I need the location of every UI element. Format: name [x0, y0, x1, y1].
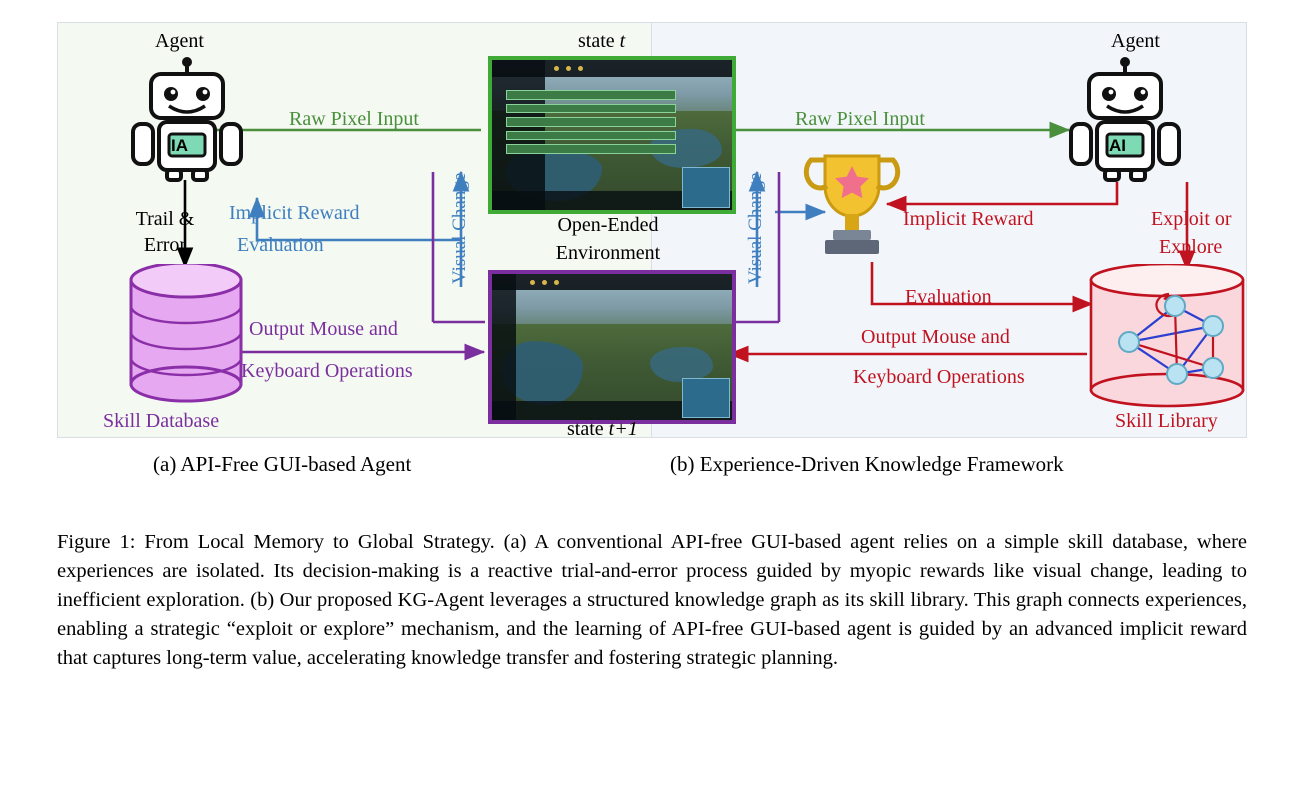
- label-trail-error-line2: Error: [143, 234, 187, 256]
- label-skill-database: Skill Database: [103, 410, 220, 432]
- skill-database-cylinder: [125, 264, 247, 404]
- game-screenshot-state-t: [488, 56, 736, 214]
- agent-robot-right: [1063, 56, 1187, 182]
- label-output-b-line2: Keyboard Operations: [853, 366, 1025, 388]
- robot-chest-label-right: AI: [1109, 136, 1126, 155]
- label-trail-error-line1: Trail &: [135, 208, 195, 230]
- label-implicit-reward-b: Implicit Reward: [903, 208, 1034, 230]
- figure-caption: Figure 1: From Local Memory to Global Strategy. (a) A conventional API-free GUI-based agent relies on a simple skill database, where experiences are isolated. Its decision-making is a reactive trial-and-error process guided by myopic rewards like visual change, leading to inefficient exploration. (b) Our proposed KG-Agent leverages a structured knowledge graph as its skill library. This graph connects experiences, enabling a strategic “exploit or explore” mechanism, and the learning of API-free GUI-based agent is guided by an advanced implicit reward that captures long-term value, accelerating knowledge transfer and fostering strategic planning.: [57, 531, 1247, 670]
- label-exploit-line2: Explore: [1159, 236, 1223, 258]
- game-screenshot-state-t1: [488, 270, 736, 424]
- label-output-a-line1: Output Mouse and: [249, 318, 398, 340]
- label-implicit-reward-a-line2: Evaluation: [237, 234, 324, 256]
- robot-chest-label-left: IA: [171, 136, 188, 155]
- subcaption-a: (a) API-Free GUI-based Agent: [153, 452, 412, 476]
- label-raw-pixel-input-b: Raw Pixel Input: [795, 108, 925, 130]
- panel-b-agent-label: Agent: [1111, 30, 1160, 52]
- label-state-t-plus-1: state t+1: [567, 418, 638, 440]
- label-environment-line2: Environment: [555, 242, 661, 264]
- label-skill-library: Skill Library: [1115, 410, 1218, 432]
- label-exploit-line1: Exploit or: [1151, 208, 1232, 230]
- label-visual-change-a: Visual Change: [449, 172, 470, 284]
- label-implicit-reward-a-line1: Implicit Reward: [229, 202, 360, 224]
- agent-robot-left: [125, 56, 249, 182]
- figure-container: [57, 22, 1245, 476]
- label-state-t: [578, 30, 625, 53]
- label-output-a-line2: Keyboard Operations: [241, 360, 413, 382]
- trophy-icon: [797, 146, 907, 262]
- panel-a-agent-label: Agent: [155, 30, 204, 52]
- label-raw-pixel-input-a: Raw Pixel Input: [289, 108, 419, 130]
- label-output-b-line1: Output Mouse and: [861, 326, 1010, 348]
- subcaption-b: (b) Experience-Driven Knowledge Framework: [670, 452, 1064, 476]
- skill-library-cylinder: [1085, 264, 1249, 410]
- label-visual-change-b: Visual Change: [745, 172, 766, 284]
- state-t-text: state t: [578, 30, 626, 52]
- label-environment-line1: Open-Ended: [557, 214, 659, 236]
- label-evaluation-b: Evaluation: [905, 286, 992, 308]
